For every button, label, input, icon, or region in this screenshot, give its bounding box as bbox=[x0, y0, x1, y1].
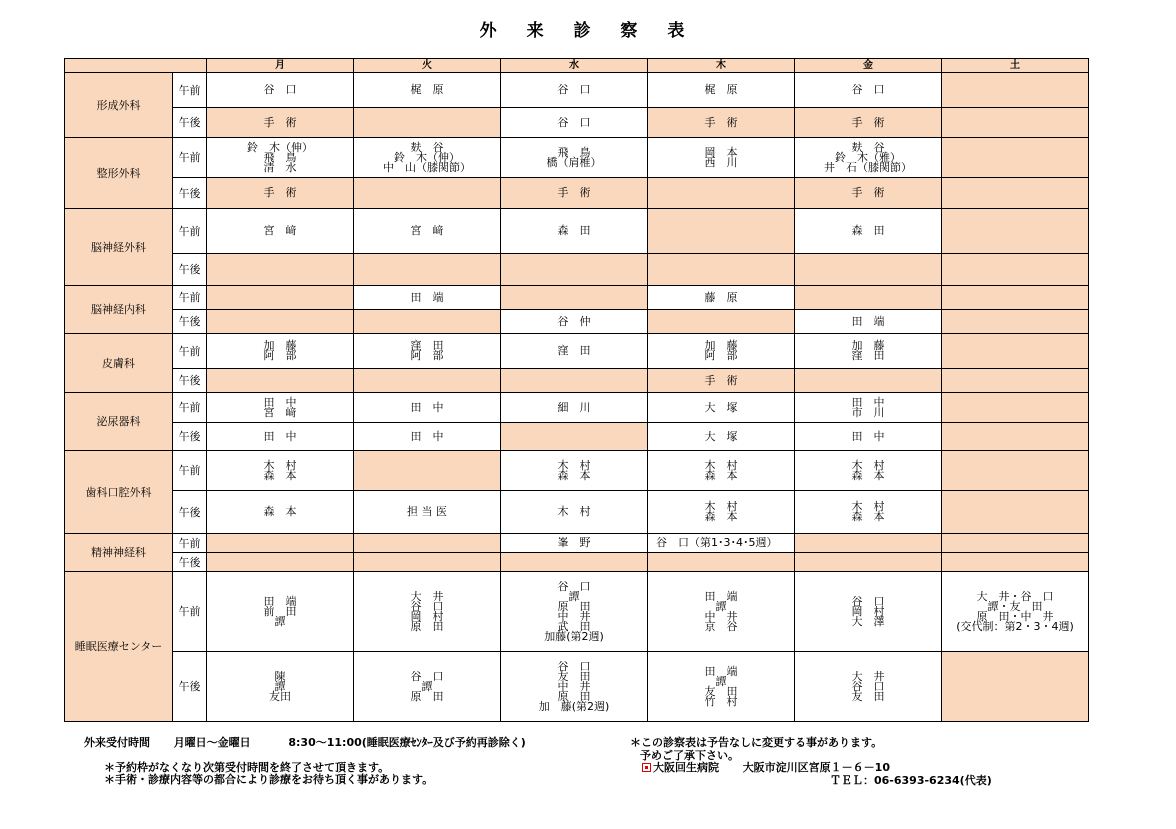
hours-days: 月曜日～金曜日 bbox=[173, 736, 251, 749]
schedule-cell-thu bbox=[648, 108, 795, 138]
doctor-name: 手 術 bbox=[851, 115, 885, 129]
doctor-name: 木 村 bbox=[704, 500, 738, 513]
doctor-name: 飛 鳥 bbox=[263, 150, 297, 164]
schedule-cell-sat bbox=[942, 138, 1089, 178]
schedule-cell-fri bbox=[795, 423, 942, 451]
doctor-name: 宮 﨑 bbox=[410, 224, 444, 237]
schedule-cell-tue bbox=[354, 534, 501, 553]
doctor-name: 木 村 bbox=[851, 500, 885, 513]
doctor-name: 大 井 bbox=[410, 589, 444, 603]
schedule-cell-mon bbox=[207, 534, 354, 553]
period-label: 午前 bbox=[173, 334, 207, 369]
schedule-cell-sat bbox=[942, 393, 1089, 423]
schedule-cell-wed bbox=[501, 138, 648, 178]
schedule-cell-wed bbox=[501, 451, 648, 491]
schedule-cell-mon bbox=[207, 334, 354, 369]
doctor-name: 飛 鳥 bbox=[557, 145, 591, 159]
doctor-name: 大 澤 bbox=[851, 614, 885, 628]
doctor-name: 宮 﨑 bbox=[263, 224, 297, 237]
doctor-name: 友 田 bbox=[704, 684, 738, 698]
schedule-cell-tue bbox=[354, 310, 501, 334]
doctor-name: 谷 口 bbox=[557, 659, 591, 673]
schedule-cell-tue bbox=[354, 652, 501, 722]
schedule-cell-sat bbox=[942, 652, 1089, 722]
doctor-name: 西 川 bbox=[704, 155, 738, 169]
schedule-cell-fri bbox=[795, 254, 942, 286]
schedule-cell-fri bbox=[795, 393, 942, 423]
doctor-name: 加 藤 bbox=[263, 339, 297, 352]
doctor-name: 譚 bbox=[715, 599, 727, 613]
doctor-name: 麸 谷 bbox=[851, 140, 885, 154]
period-label: 午後 bbox=[173, 178, 207, 209]
schedule-row bbox=[65, 254, 1089, 286]
doctor-name: 谷 仲 bbox=[557, 314, 591, 328]
schedule-cell-sat bbox=[942, 534, 1089, 553]
schedule-cell-sat bbox=[942, 423, 1089, 451]
department-name: 脳神経内科 bbox=[65, 286, 173, 334]
schedule-cell-fri bbox=[795, 286, 942, 310]
doctor-name: 友 田 bbox=[851, 689, 885, 703]
department-name: 脳神経外科 bbox=[65, 209, 173, 286]
doctor-name: 加 藤 bbox=[704, 339, 738, 352]
period-label: 午後 bbox=[173, 491, 207, 534]
day-header-thu: 木 bbox=[648, 59, 795, 73]
schedule-cell-tue bbox=[354, 369, 501, 393]
doctor-name: 手 術 bbox=[557, 186, 591, 199]
schedule-cell-mon bbox=[207, 138, 354, 178]
doctor-name: 田 中 bbox=[851, 395, 885, 409]
schedule-cell-fri bbox=[795, 553, 942, 572]
doctor-name: 宮 﨑 bbox=[263, 405, 297, 419]
doctor-name: 谷 口 bbox=[557, 579, 591, 593]
doctor-name: 橋（肩椎） bbox=[546, 155, 602, 169]
day-header-fri: 金 bbox=[795, 59, 942, 73]
doctor-name: 加 藤 bbox=[851, 339, 885, 352]
doctor-name: 大 塚 bbox=[704, 400, 738, 414]
hospital-logo-icon bbox=[642, 763, 651, 772]
schedule-cell-fri bbox=[795, 178, 942, 209]
schedule-cell-fri bbox=[795, 73, 942, 108]
doctor-name: 武 田 bbox=[557, 619, 591, 633]
schedule-cell-fri bbox=[795, 491, 942, 534]
doctor-name: 友 田 bbox=[557, 669, 591, 683]
schedule-cell-thu bbox=[648, 254, 795, 286]
schedule-row bbox=[65, 310, 1089, 334]
schedule-cell-thu bbox=[648, 652, 795, 722]
schedule-cell-sat bbox=[942, 209, 1089, 254]
schedule-row bbox=[65, 108, 1089, 138]
schedule-cell-tue bbox=[354, 73, 501, 108]
schedule-row bbox=[65, 73, 1089, 108]
period-label: 午前 bbox=[173, 451, 207, 491]
doctor-name: 中 井 bbox=[557, 679, 591, 693]
doctor-name: 岡 本 bbox=[704, 145, 738, 159]
doctor-name: 譚・友 田 bbox=[987, 599, 1043, 613]
doctor-name: 田 中 bbox=[263, 429, 297, 443]
schedule-cell-thu bbox=[648, 286, 795, 310]
period-label: 午前 bbox=[173, 138, 207, 178]
period-label: 午後 bbox=[173, 108, 207, 138]
doctor-name: 森 本 bbox=[704, 468, 738, 482]
doctor-name: 田 端 bbox=[410, 290, 444, 304]
doctor-name: 森 田 bbox=[557, 224, 591, 237]
doctor-name: 森 田 bbox=[851, 224, 885, 237]
hours-label: 外来受付時間 bbox=[84, 736, 150, 749]
schedule-cell-wed bbox=[501, 572, 648, 652]
doctor-name: 谷 口 bbox=[410, 669, 444, 683]
schedule-cell-sat bbox=[942, 451, 1089, 491]
page-title: 外 来 診 察 表 bbox=[479, 21, 697, 41]
schedule-cell-mon bbox=[207, 286, 354, 310]
doctor-name: 加 藤(第2週) bbox=[538, 699, 610, 713]
doctor-name: 陳 bbox=[274, 669, 286, 683]
schedule-cell-sat bbox=[942, 369, 1089, 393]
period-label: 午前 bbox=[173, 572, 207, 652]
doctor-name: 手 術 bbox=[851, 186, 885, 199]
period-label: 午後 bbox=[173, 652, 207, 722]
schedule-cell-mon bbox=[207, 310, 354, 334]
department-name: 整形外科 bbox=[65, 138, 173, 209]
doctor-name: 譚 bbox=[421, 679, 433, 693]
schedule-cell-tue bbox=[354, 178, 501, 209]
schedule-cell-mon bbox=[207, 209, 354, 254]
schedule-cell-tue bbox=[354, 286, 501, 310]
schedule-row bbox=[65, 178, 1089, 209]
schedule-cell-mon bbox=[207, 178, 354, 209]
department-name: 睡眠医療センター bbox=[65, 572, 173, 722]
day-header-mon: 月 bbox=[207, 59, 354, 73]
schedule-cell-mon bbox=[207, 423, 354, 451]
schedule-cell-sat bbox=[942, 553, 1089, 572]
doctor-name: 田 端 bbox=[704, 589, 738, 603]
schedule-cell-mon bbox=[207, 108, 354, 138]
doctor-name: 鈴 木（伸） bbox=[394, 150, 460, 164]
note-wait: ＊手術・診療内容等の都合により診療をお待ち頂く事があります。 bbox=[104, 773, 434, 786]
schedule-cell-mon bbox=[207, 393, 354, 423]
department-name: 形成外科 bbox=[65, 73, 173, 138]
doctor-name: 麸 谷 bbox=[410, 140, 444, 154]
schedule-cell-sat bbox=[942, 334, 1089, 369]
doctor-name: 田 中 bbox=[851, 429, 885, 443]
schedule-cell-wed bbox=[501, 423, 648, 451]
hospital-address: 大阪市淀川区宮原１－６－10 bbox=[742, 761, 890, 774]
doctor-name: 谷 口 bbox=[410, 599, 444, 613]
schedule-row bbox=[65, 534, 1089, 553]
schedule-cell-mon bbox=[207, 369, 354, 393]
schedule-cell-fri bbox=[795, 451, 942, 491]
schedule-cell-wed bbox=[501, 209, 648, 254]
schedule-cell-wed bbox=[501, 108, 648, 138]
schedule-cell-sat bbox=[942, 73, 1089, 108]
notice-change: ＊この診察表は予告なしに変更する事があります。 bbox=[630, 736, 883, 749]
doctor-name: 手 術 bbox=[704, 115, 738, 129]
doctor-name: 窪 田 bbox=[557, 344, 591, 357]
schedule-cell-tue bbox=[354, 254, 501, 286]
doctor-name: 中 山（膝関節） bbox=[383, 160, 471, 174]
doctor-name: 前 田 bbox=[263, 604, 297, 618]
schedule-cell-thu bbox=[648, 369, 795, 393]
schedule-cell-tue bbox=[354, 451, 501, 491]
schedule-cell-fri bbox=[795, 209, 942, 254]
schedule-cell-mon bbox=[207, 491, 354, 534]
schedule-cell-wed bbox=[501, 491, 648, 534]
schedule-cell-wed bbox=[501, 73, 648, 108]
period-label: 午後 bbox=[173, 369, 207, 393]
schedule-cell-thu bbox=[648, 572, 795, 652]
doctor-name: 谷 口 bbox=[851, 679, 885, 693]
doctor-name: 譚 bbox=[274, 679, 286, 693]
schedule-row bbox=[65, 553, 1089, 572]
schedule-cell-fri bbox=[795, 310, 942, 334]
doctor-name: 谷 口（第1･3･4･5週） bbox=[656, 536, 778, 549]
doctor-name: (交代制：第2・3・4週) bbox=[956, 619, 1074, 633]
period-label: 午前 bbox=[173, 286, 207, 310]
doctor-name: 梶 原 bbox=[704, 83, 738, 96]
doctor-name: 阿 部 bbox=[410, 349, 444, 362]
doctor-name: 原 田 bbox=[557, 689, 591, 703]
schedule-cell-mon bbox=[207, 553, 354, 572]
schedule-cell-thu bbox=[648, 553, 795, 572]
schedule-cell-wed bbox=[501, 553, 648, 572]
doctor-name: 田 端 bbox=[851, 314, 885, 328]
schedule-row bbox=[65, 652, 1089, 722]
doctor-name: 木 村 bbox=[851, 458, 885, 472]
doctor-name: 田 中 bbox=[263, 395, 297, 409]
period-label: 午後 bbox=[173, 423, 207, 451]
schedule-cell-fri bbox=[795, 334, 942, 369]
doctor-name: 木 村 bbox=[263, 458, 297, 472]
schedule-row bbox=[65, 209, 1089, 254]
schedule-cell-thu bbox=[648, 310, 795, 334]
schedule-cell-mon bbox=[207, 451, 354, 491]
schedule-cell-fri bbox=[795, 652, 942, 722]
doctor-name: 峯 野 bbox=[557, 536, 591, 549]
period-label: 午前 bbox=[173, 73, 207, 108]
period-label: 午後 bbox=[173, 553, 207, 572]
doctor-name: 鈴 木（雅） bbox=[835, 150, 901, 164]
doctor-name: 岡 村 bbox=[410, 609, 444, 623]
doctor-name: 田 中 bbox=[410, 429, 444, 443]
doctor-name: 譚 bbox=[274, 614, 286, 628]
doctor-name: 譚 bbox=[715, 674, 727, 688]
hospital-tel: ＴＥＬ：06-6393-6234(代表) bbox=[830, 774, 992, 787]
doctor-name: 阿 部 bbox=[263, 349, 297, 362]
doctor-name: 竹 村 bbox=[704, 694, 738, 708]
period-label: 午後 bbox=[173, 310, 207, 334]
day-header-sat: 土 bbox=[942, 59, 1089, 73]
doctor-name: 木 村 bbox=[704, 458, 738, 472]
schedule-cell-sat bbox=[942, 572, 1089, 652]
doctor-name: 梶 原 bbox=[410, 83, 444, 96]
period-label: 午後 bbox=[173, 254, 207, 286]
department-name: 泌尿器科 bbox=[65, 393, 173, 451]
doctor-name: 原 田 bbox=[410, 689, 444, 703]
schedule-cell-sat bbox=[942, 108, 1089, 138]
schedule-cell-thu bbox=[648, 138, 795, 178]
doctor-name: 阿 部 bbox=[704, 349, 738, 362]
doctor-name: 谷 口 bbox=[851, 594, 885, 608]
doctor-name: 谷 口 bbox=[557, 83, 591, 96]
doctor-name: 原 田・中 井 bbox=[976, 609, 1054, 623]
doctor-name: 大 塚 bbox=[704, 429, 738, 443]
schedule-cell-thu bbox=[648, 393, 795, 423]
schedule-cell-wed bbox=[501, 286, 648, 310]
doctor-name: 手 術 bbox=[263, 115, 297, 129]
schedule-cell-thu bbox=[648, 334, 795, 369]
doctor-name: 森 本 bbox=[263, 505, 297, 518]
schedule-cell-wed bbox=[501, 254, 648, 286]
schedule-cell-thu bbox=[648, 534, 795, 553]
doctor-name: 森 本 bbox=[557, 468, 591, 482]
schedule-cell-sat bbox=[942, 254, 1089, 286]
schedule-cell-thu bbox=[648, 178, 795, 209]
period-label: 午前 bbox=[173, 209, 207, 254]
schedule-cell-sat bbox=[942, 310, 1089, 334]
schedule-row bbox=[65, 138, 1089, 178]
schedule-cell-fri bbox=[795, 534, 942, 553]
doctor-name: 谷 口 bbox=[851, 83, 885, 96]
schedule-row bbox=[65, 286, 1089, 310]
doctor-name: 担 当 医 bbox=[407, 505, 447, 518]
schedule-cell-mon bbox=[207, 73, 354, 108]
doctor-name: 木 村 bbox=[557, 458, 591, 472]
doctor-name: 田 端 bbox=[263, 594, 297, 608]
doctor-name: 手 術 bbox=[704, 373, 738, 387]
schedule-cell-mon bbox=[207, 572, 354, 652]
schedule-cell-sat bbox=[942, 178, 1089, 209]
department-name: 歯科口腔外科 bbox=[65, 451, 173, 534]
doctor-name: 森 本 bbox=[851, 510, 885, 523]
doctor-name: 加藤(第2週) bbox=[544, 629, 604, 643]
note-reservation: ＊予約枠がなくなり次第受付時間を終了させて頂きます。 bbox=[104, 761, 390, 774]
schedule-cell-sat bbox=[942, 491, 1089, 534]
doctor-name: 窪 田 bbox=[851, 349, 885, 362]
schedule-cell-tue bbox=[354, 108, 501, 138]
day-header-tue: 火 bbox=[354, 59, 501, 73]
schedule-cell-wed bbox=[501, 534, 648, 553]
doctor-name: 原 田 bbox=[557, 599, 591, 613]
department-name: 皮膚科 bbox=[65, 334, 173, 393]
schedule-cell-tue bbox=[354, 572, 501, 652]
doctor-name: 細 川 bbox=[557, 400, 591, 414]
doctor-name: 手 術 bbox=[263, 186, 297, 199]
schedule-cell-thu bbox=[648, 491, 795, 534]
schedule-cell-tue bbox=[354, 423, 501, 451]
schedule-cell-fri bbox=[795, 369, 942, 393]
doctor-name: 田 中 bbox=[410, 400, 444, 414]
schedule-row bbox=[65, 369, 1089, 393]
doctor-name: 大 井・谷 口 bbox=[976, 589, 1054, 603]
schedule-cell-fri bbox=[795, 138, 942, 178]
schedule-body bbox=[65, 73, 1089, 722]
doctor-name: 岡 村 bbox=[851, 604, 885, 618]
schedule-cell-tue bbox=[354, 138, 501, 178]
department-name: 精神神経科 bbox=[65, 534, 173, 572]
doctor-name: 譚 bbox=[568, 589, 580, 603]
day-header-wed: 水 bbox=[501, 59, 648, 73]
schedule-row bbox=[65, 572, 1089, 652]
doctor-name: 田 端 bbox=[704, 664, 738, 678]
doctor-name: 谷 口 bbox=[263, 83, 297, 96]
doctor-name: 中 井 bbox=[557, 609, 591, 623]
schedule-cell-tue bbox=[354, 334, 501, 369]
doctor-name: 京 谷 bbox=[704, 619, 738, 633]
notice-understand: 予めご了承下さい。 bbox=[640, 749, 739, 762]
schedule-row bbox=[65, 334, 1089, 369]
schedule-cell-thu bbox=[648, 209, 795, 254]
schedule-cell-thu bbox=[648, 451, 795, 491]
header-corner bbox=[65, 59, 207, 73]
reception-hours bbox=[84, 737, 526, 749]
schedule-row bbox=[65, 491, 1089, 534]
schedule-cell-mon bbox=[207, 652, 354, 722]
schedule-cell-wed bbox=[501, 393, 648, 423]
hours-time: 8:30～11:00(睡眠医療ｾﾝﾀｰ及び予約再診除く) bbox=[288, 736, 526, 749]
header-row bbox=[65, 59, 1089, 73]
hospital-line bbox=[642, 762, 890, 774]
schedule-cell-wed bbox=[501, 310, 648, 334]
doctor-name: 森 本 bbox=[263, 468, 297, 482]
doctor-name: 谷 口 bbox=[557, 115, 591, 129]
schedule-cell-wed bbox=[501, 334, 648, 369]
schedule-cell-sat bbox=[942, 286, 1089, 310]
doctor-name: 大 井 bbox=[851, 669, 885, 683]
schedule-cell-fri bbox=[795, 572, 942, 652]
schedule-table bbox=[64, 58, 1089, 722]
schedule-cell-tue bbox=[354, 209, 501, 254]
schedule-cell-fri bbox=[795, 108, 942, 138]
doctor-name: 清 水 bbox=[263, 160, 297, 174]
schedule-cell-tue bbox=[354, 393, 501, 423]
doctor-name: 中 井 bbox=[704, 609, 738, 623]
hospital-name: 大阪回生病院 bbox=[653, 761, 719, 774]
doctor-name: 藤 原 bbox=[704, 290, 738, 304]
schedule-row bbox=[65, 423, 1089, 451]
doctor-name: 原 田 bbox=[410, 619, 444, 633]
schedule-cell-thu bbox=[648, 423, 795, 451]
doctor-name: 木 村 bbox=[557, 505, 591, 518]
schedule-cell-mon bbox=[207, 254, 354, 286]
schedule-row bbox=[65, 393, 1089, 423]
doctor-name: 友田 bbox=[269, 689, 291, 703]
schedule-cell-tue bbox=[354, 553, 501, 572]
period-label: 午前 bbox=[173, 534, 207, 553]
doctor-name: 市 川 bbox=[851, 405, 885, 419]
schedule-cell-tue bbox=[354, 491, 501, 534]
period-label: 午前 bbox=[173, 393, 207, 423]
schedule-cell-wed bbox=[501, 652, 648, 722]
doctor-name: 井 石（膝関節） bbox=[824, 160, 912, 174]
schedule-cell-wed bbox=[501, 369, 648, 393]
doctor-name: 森 本 bbox=[704, 510, 738, 523]
schedule-cell-thu bbox=[648, 73, 795, 108]
doctor-name: 鈴 木（伸） bbox=[247, 140, 313, 154]
schedule-cell-wed bbox=[501, 178, 648, 209]
schedule-row bbox=[65, 451, 1089, 491]
doctor-name: 森 本 bbox=[851, 468, 885, 482]
doctor-name: 窪 田 bbox=[410, 339, 444, 352]
